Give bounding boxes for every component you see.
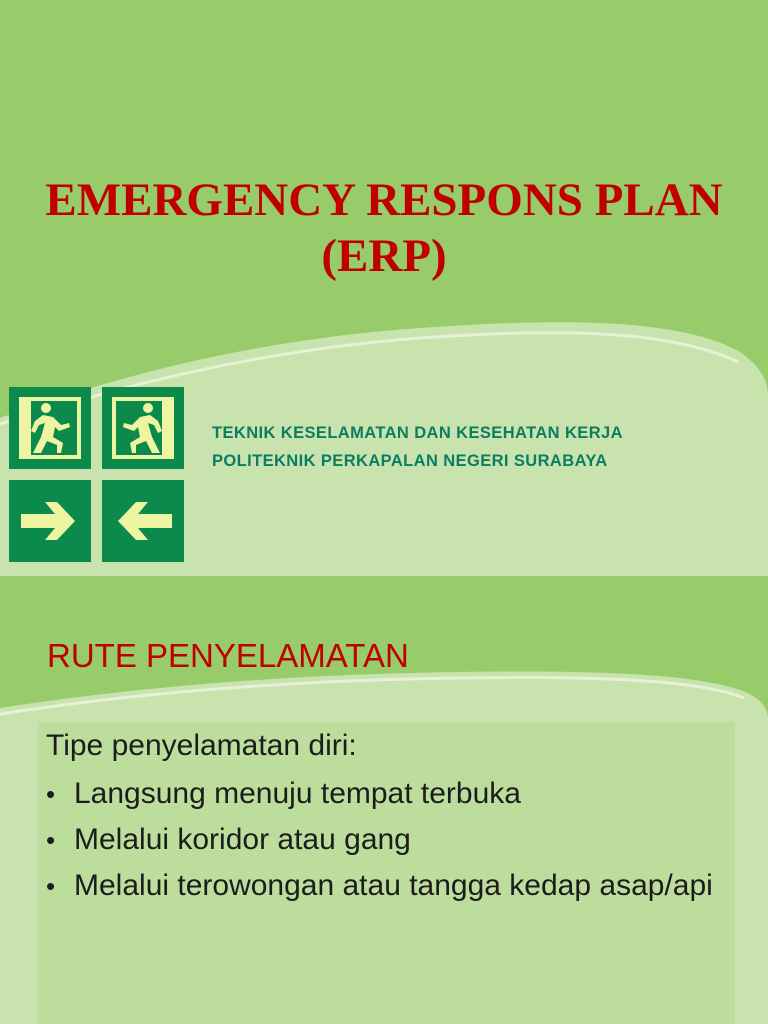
running-man-exit-right-icon (102, 387, 184, 469)
list-item-text: Melalui terowongan atau tangga kedap asap/api (74, 869, 713, 902)
bullet-icon: • (46, 779, 56, 809)
list-item-text: Langsung menuju tempat terbuka (74, 777, 521, 810)
list-item (46, 866, 726, 906)
list-item (46, 774, 726, 814)
running-man-exit-left-icon (9, 387, 91, 469)
bullet-list (46, 774, 726, 912)
title-line-2: (ERP) (321, 230, 447, 282)
arrow-left-icon (102, 480, 184, 562)
title-line-1: EMERGENCY RESPONS PLAN (45, 174, 723, 226)
content-box (38, 722, 735, 1024)
arrow-right-icon (9, 480, 91, 562)
list-item (46, 820, 726, 860)
bullet-icon: • (46, 825, 56, 855)
subtitle-line-1: TEKNIK KESELAMATAN DAN KESEHATAN KERJA (212, 424, 623, 442)
subtitle-line-2: POLITEKNIK PERKAPALAN NEGERI SURABAYA (212, 452, 608, 470)
content-slide (0, 576, 768, 1024)
bullet-icon: • (46, 871, 56, 901)
lead-text: Tipe penyelamatan diri: (46, 729, 357, 762)
subtitle (212, 419, 623, 475)
slide-title (0, 172, 768, 284)
list-item-text: Melalui koridor atau gang (74, 823, 411, 856)
slide-heading: RUTE PENYELAMATAN (47, 637, 409, 674)
